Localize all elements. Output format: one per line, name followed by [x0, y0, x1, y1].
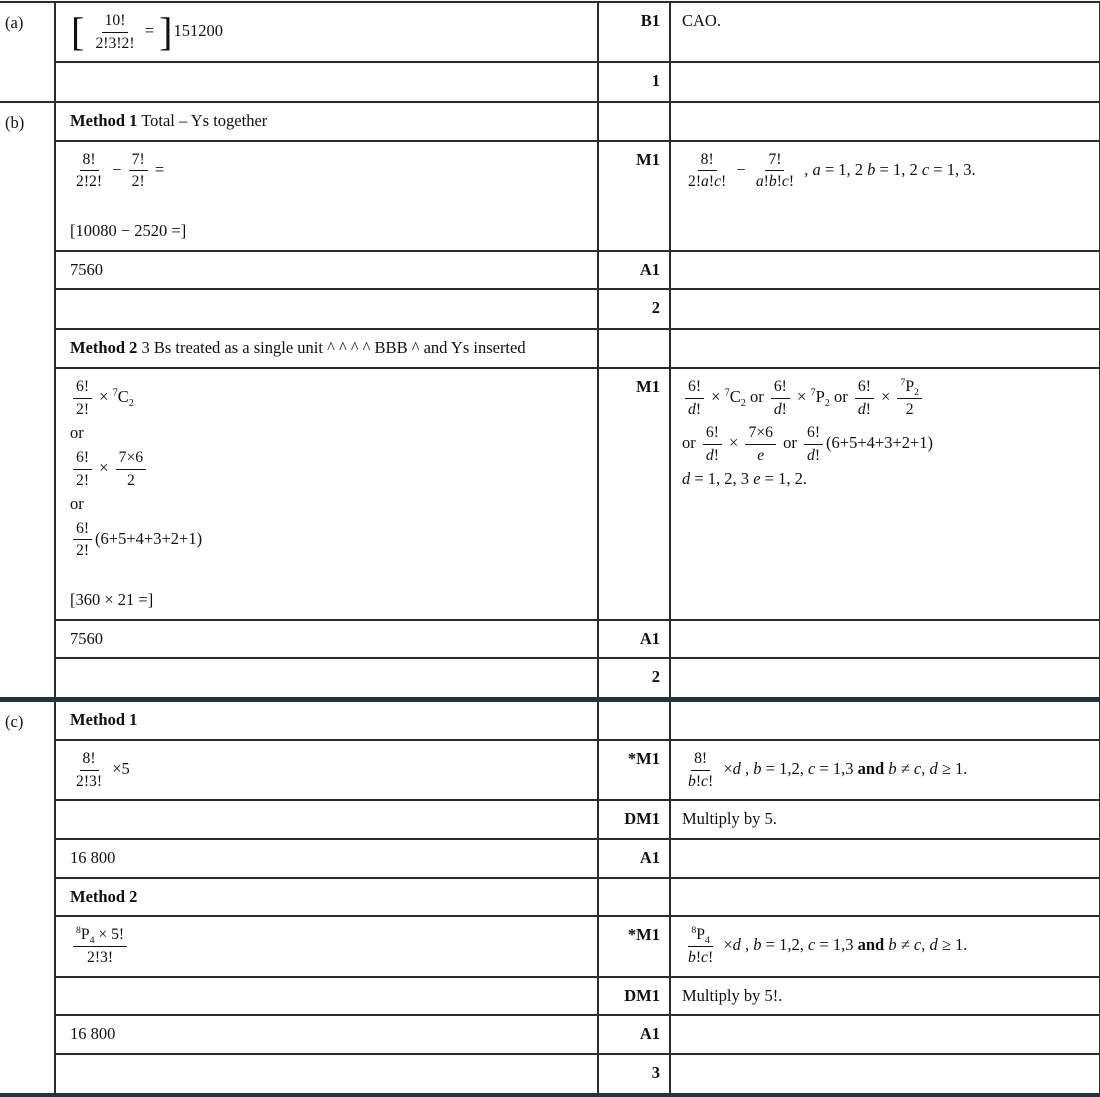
mark-cell: [598, 329, 670, 368]
working-cell: [55, 1054, 598, 1096]
working-cell: Method 2 3 Bs treated as a single unit ^ ^ ^ ^ BBB ^ and Ys inserted: [55, 329, 598, 368]
mark-cell: M1: [598, 368, 670, 619]
working-cell: [55, 916, 598, 976]
fraction: $\frac{6!}{2!}$: [73, 519, 92, 561]
table-row: [0, 977, 1100, 1016]
notes-cell: $\frac{6!}{d!}$ × $^7C_2$ or $\frac{6!}{d!}$ × $^7P_2$ or $\frac{6!}{d!}$ × $\frac{^7P_2}{2}$ or $\frac{6!}{d!}$ × $\frac{7\times 6}{e}$ or $\frac{6!}{d!}$ (6+5+4+3+2+1) d = 1, 2, 3 e = 1, 2.: [670, 368, 1100, 619]
fraction: $\frac{7\times 6}{e}$: [745, 423, 776, 465]
notes-cell: [670, 700, 1100, 740]
notes-cell: [670, 102, 1100, 141]
mark-cell: 2: [598, 289, 670, 329]
mark-cell: *M1: [598, 740, 670, 800]
table-row: [0, 2, 1100, 62]
table-row: [0, 251, 1100, 290]
fraction: $\frac{6!}{d!}$: [804, 423, 823, 465]
mark-cell: DM1: [598, 977, 670, 1016]
fraction: $\frac{6!}{2!}$: [73, 377, 92, 419]
working-cell: [55, 658, 598, 700]
notes-cell: [670, 839, 1100, 878]
working-cell: $\frac{8!}{2!2!}$ − $\frac{7!}{2!}$ = [10080 − 2520 =]: [55, 141, 598, 251]
mark-cell: [598, 700, 670, 740]
part-label: (c): [0, 700, 55, 1096]
notes-cell: $\frac{^8P_4}{b!c!}$ ×d , b = 1,2, c = 1,3 and b ≠ c, d ≥ 1.: [670, 916, 1100, 976]
working-cell: Method 2: [55, 878, 598, 917]
table-row: [0, 740, 1100, 800]
mark-cell: A1: [598, 620, 670, 659]
notes-cell: [670, 1015, 1100, 1054]
table-row: [0, 368, 1100, 619]
table-row: [0, 878, 1100, 917]
mark-cell: 2: [598, 658, 670, 700]
fraction: $\frac{6!}{d!}$: [703, 423, 722, 465]
working-cell: 7560: [55, 251, 598, 290]
fraction: $\frac{8!}{2!a!c!}$: [688, 150, 727, 191]
mark-cell: A1: [598, 839, 670, 878]
notes-cell: [670, 620, 1100, 659]
notes-cell: CAO.: [670, 2, 1100, 62]
mark-cell: *M1: [598, 916, 670, 976]
table-row: [0, 700, 1100, 740]
working-cell: $\frac{6!}{2!}$ × $^7C_2$ or $\frac{6!}{2!}$ × $\frac{7\times 6}{2}$ or $\frac{6!}{2!}$ (6+5+4+3+2+1) [360 × 21 =]: [55, 368, 598, 619]
table-row: [0, 1015, 1100, 1054]
left-bracket: [: [71, 9, 85, 55]
notes-cell: [670, 251, 1100, 290]
mark-cell: [598, 102, 670, 141]
fraction: $\frac{7\times 6}{2}$: [116, 448, 147, 490]
right-bracket: ]: [159, 9, 173, 55]
notes-cell: Multiply by 5.: [670, 800, 1100, 839]
working-cell: 16 800: [55, 1015, 598, 1054]
working-cell: [55, 800, 598, 839]
fraction: $\frac{8!}{2!3!}$: [76, 750, 103, 790]
notes-cell: $\frac{8!}{2!a!c!}$ − $\frac{7!}{a!b!c!}$ , a = 1, 2 b = 1, 2 c = 1, 3.: [670, 141, 1100, 251]
working-cell: [ $\frac{10!}{2!3!2!}$ = ]151200: [55, 2, 598, 62]
mark-cell: [598, 878, 670, 917]
fraction: $\frac{6!}{2!}$: [73, 448, 92, 490]
notes-cell: [670, 329, 1100, 368]
fraction: $\frac{8!}{b!c!}$: [688, 750, 714, 790]
notes-cell: [670, 62, 1100, 102]
table-row: [0, 1054, 1100, 1096]
table-row: [0, 289, 1100, 329]
fraction: $\frac{^7P_2}{2}$: [897, 377, 921, 419]
working-cell: [55, 289, 598, 329]
part-label: (b): [0, 102, 55, 700]
mark-cell: M1: [598, 141, 670, 251]
fraction: $\frac{6!}{d!}$: [685, 377, 704, 419]
mark-cell: 1: [598, 62, 670, 102]
fraction: $\frac{10!}{2!3!2!}$: [95, 12, 135, 52]
fraction: $\frac{^8P_4 \times 5!}{2!3!}$: [73, 925, 127, 967]
notes-cell: [670, 878, 1100, 917]
fraction: $\frac{6!}{d!}$: [771, 377, 790, 419]
fraction: $\frac{6!}{d!}$: [855, 377, 874, 419]
notes-cell: [670, 658, 1100, 700]
notes-cell: Multiply by 5!.: [670, 977, 1100, 1016]
fraction: $\frac{7!}{a!b!c!}$: [755, 150, 795, 191]
working-cell: 16 800: [55, 839, 598, 878]
working-cell: [55, 62, 598, 102]
table-row: [0, 620, 1100, 659]
working-cell: 7560: [55, 620, 598, 659]
mark-cell: B1: [598, 2, 670, 62]
table-row: [0, 916, 1100, 976]
table-row: [0, 102, 1100, 141]
working-cell: $\frac{8!}{2!3!}$ ×5: [55, 740, 598, 800]
working-cell: [55, 977, 598, 1016]
table-row: [0, 62, 1100, 102]
mark-scheme-body: [0, 2, 1100, 1096]
notes-cell: [670, 289, 1100, 329]
table-row: [0, 141, 1100, 251]
mark-cell: DM1: [598, 800, 670, 839]
table-row: [0, 658, 1100, 700]
fraction: $\frac{8!}{2!2!}$: [76, 150, 103, 191]
mark-cell: A1: [598, 251, 670, 290]
fraction: $\frac{7!}{2!}$: [129, 150, 148, 192]
notes-cell: $\frac{8!}{b!c!}$ ×d , b = 1,2, c = 1,3 and b ≠ c, d ≥ 1.: [670, 740, 1100, 800]
mark-cell: A1: [598, 1015, 670, 1054]
mark-scheme-table: [0, 1, 1100, 1097]
table-row: [0, 839, 1100, 878]
working-cell: Method 1 Total – Ys together: [55, 102, 598, 141]
table-row: [0, 329, 1100, 368]
fraction: $\frac{^8P_4}{b!c!}$: [688, 925, 714, 967]
table-row: [0, 800, 1100, 839]
mark-cell: 3: [598, 1054, 670, 1096]
working-cell: Method 1: [55, 700, 598, 740]
part-label: (a): [0, 2, 55, 102]
notes-cell: [670, 1054, 1100, 1096]
